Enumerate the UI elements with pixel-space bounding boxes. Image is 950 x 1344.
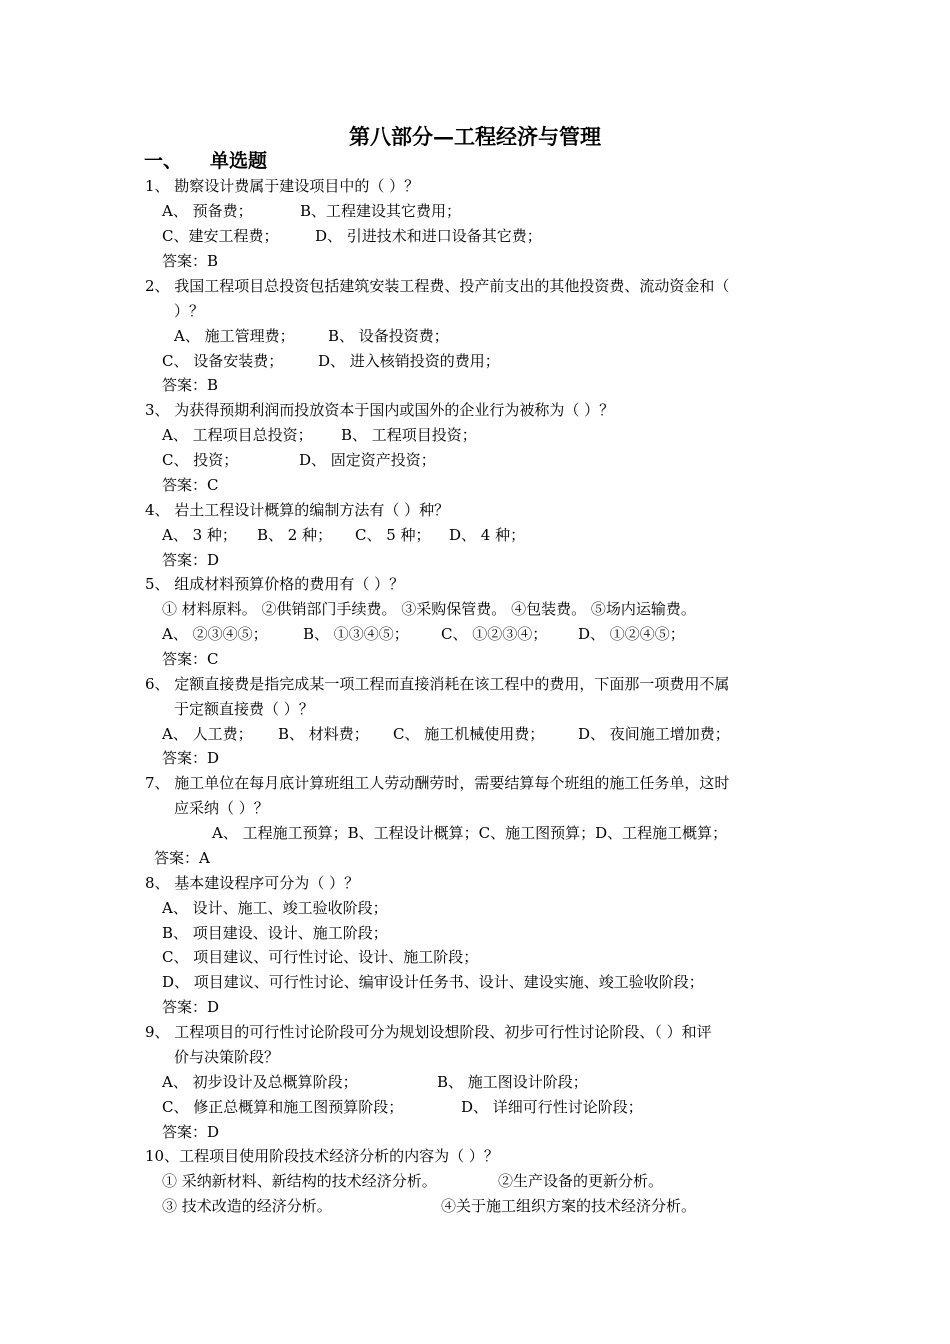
q10-item-1: ① 采纳新材料、新结构的技术经济分析。: [162, 1172, 437, 1190]
q6-option-c: C、 施工机械使用费；: [393, 725, 545, 743]
q3-option-b: B、 工程项目投资；: [341, 426, 477, 444]
question-3-stem: 3、 为获得预期利润而投放资本于国内或国外的企业行为被称为（ ）？: [145, 401, 615, 419]
q5-option-b: B、 ①③④⑤；: [303, 625, 409, 643]
q6-option-d: D、 夜间施工增加费；: [578, 725, 730, 743]
q8-option-c: C、 项目建议、可行性讨论、设计、施工阶段；: [162, 948, 479, 966]
q9-option-d: D、 详细可行性讨论阶段；: [461, 1098, 643, 1116]
question-9-stem: 9、 工程项目的可行性讨论阶段可分为规划设想阶段、初步可行性讨论阶段、（ ）和评: [145, 1023, 712, 1041]
question-7-stem: 7、 施工单位在每月底计算班组工人劳动酬劳时，需要结算每个班组的施工任务单，这时: [145, 774, 730, 792]
section-number: 一、: [144, 150, 183, 172]
q2-option-a: A、 施工管理费；: [174, 327, 295, 345]
q5-option-c: C、 ①②③④；: [441, 625, 548, 643]
page-title: 第八部分—工程经济与管理: [349, 124, 601, 149]
q2-option-d: D、 进入核销投资的费用；: [318, 352, 500, 370]
q9-option-b: B、 施工图设计阶段；: [437, 1073, 588, 1091]
q5-option-d: D、 ①②④⑤；: [578, 625, 685, 643]
q8-option-a: A、 设计、施工、竣工验收阶段；: [162, 899, 388, 917]
q2-option-b: B、 设备投资费；: [328, 327, 449, 345]
q1-option-b: B、工程建设其它费用；: [300, 202, 462, 220]
q7-options: A、 工程施工预算；B、工程设计概算；C、施工图预算；D、工程施工概算；: [212, 824, 728, 842]
question-1-stem: 1、 勘察设计费属于建设项目中的（ ）？: [145, 177, 420, 195]
q8-answer: 答案：D: [162, 998, 220, 1016]
q9-answer: 答案：D: [162, 1123, 220, 1141]
question-5-stem: 5、 组成材料预算价格的费用有（ ）？: [145, 575, 405, 593]
q1-option-a: A、 预备费；: [162, 202, 253, 220]
question-10-stem: 10、工程项目使用阶段技术经济分析的内容为（ ）？: [145, 1147, 499, 1165]
question-2-stem: 2、 我国工程项目总投资包括建筑安装工程费、投产前支出的其他投资费、流动资金和（: [145, 277, 730, 295]
question-6-stem-cont: 于定额直接费（ ）？: [174, 700, 314, 718]
section-heading: [144, 147, 267, 175]
q5-items: ① 材料原料。 ②供销部门手续费。 ③采购保管费。 ④包装费。 ⑤场内运输费。: [162, 600, 696, 618]
q3-option-a: A、 工程项目总投资；: [162, 426, 313, 444]
q9-option-c: C、 修正总概算和施工图预算阶段；: [162, 1098, 404, 1116]
q9-option-a: A、 初步设计及总概算阶段；: [162, 1073, 358, 1091]
question-9-stem-cont: 价与决策阶段？: [174, 1048, 280, 1066]
question-2-stem-cont: ）？: [174, 302, 205, 320]
question-6-stem: 6、 定额直接费是指完成某一项工程而直接消耗在该工程中的费用，下面那一项费用不属: [145, 675, 730, 693]
q4-option-b: B、 2 种；: [257, 526, 333, 544]
q10-item-4: ④关于施工组织方案的技术经济分析。: [441, 1197, 697, 1215]
q2-option-c: C、 设备安装费；: [162, 352, 284, 370]
q6-option-a: A、 人工费；: [162, 725, 253, 743]
q4-answer: 答案：D: [162, 551, 220, 569]
q4-option-c: C、 5 种；: [355, 526, 431, 544]
section-title: 单选题: [210, 150, 268, 172]
question-7-stem-cont: 应采纳（ ）？: [174, 799, 269, 817]
q4-option-d: D、 4 种；: [449, 526, 526, 544]
q8-option-b: B、 项目建设、设计、施工阶段；: [162, 924, 388, 942]
q10-item-2: ②生产设备的更新分析。: [498, 1172, 664, 1190]
q6-option-b: B、 材料费；: [278, 725, 369, 743]
q1-answer: 答案：B: [162, 252, 219, 270]
q5-answer: 答案：C: [162, 650, 219, 668]
q2-answer: 答案：B: [162, 376, 219, 394]
q4-option-a: A、 3 种；: [162, 526, 237, 544]
q7-answer: 答案：A: [154, 849, 210, 867]
q3-option-d: D、 固定资产投资；: [299, 451, 436, 469]
question-4-stem: 4、 岩土工程设计概算的编制方法有（ ）种？: [145, 501, 450, 519]
question-8-stem: 8、 基本建设程序可分为（ ）？: [145, 874, 360, 892]
q3-option-c: C、 投资；: [162, 451, 239, 469]
q1-option-c: C、建安工程费；: [162, 227, 279, 245]
q8-option-d: D、 项目建议、可行性讨论、编审设计任务书、设计、建设实施、竣工验收阶段；: [162, 973, 704, 991]
q1-option-d: D、 引进技术和进口设备其它费；: [315, 227, 542, 245]
q5-option-a: A、 ②③④⑤；: [162, 625, 268, 643]
q3-answer: 答案：C: [162, 476, 219, 494]
q6-answer: 答案：D: [162, 749, 220, 767]
q10-item-3: ③ 技术改造的经济分析。: [162, 1197, 332, 1215]
